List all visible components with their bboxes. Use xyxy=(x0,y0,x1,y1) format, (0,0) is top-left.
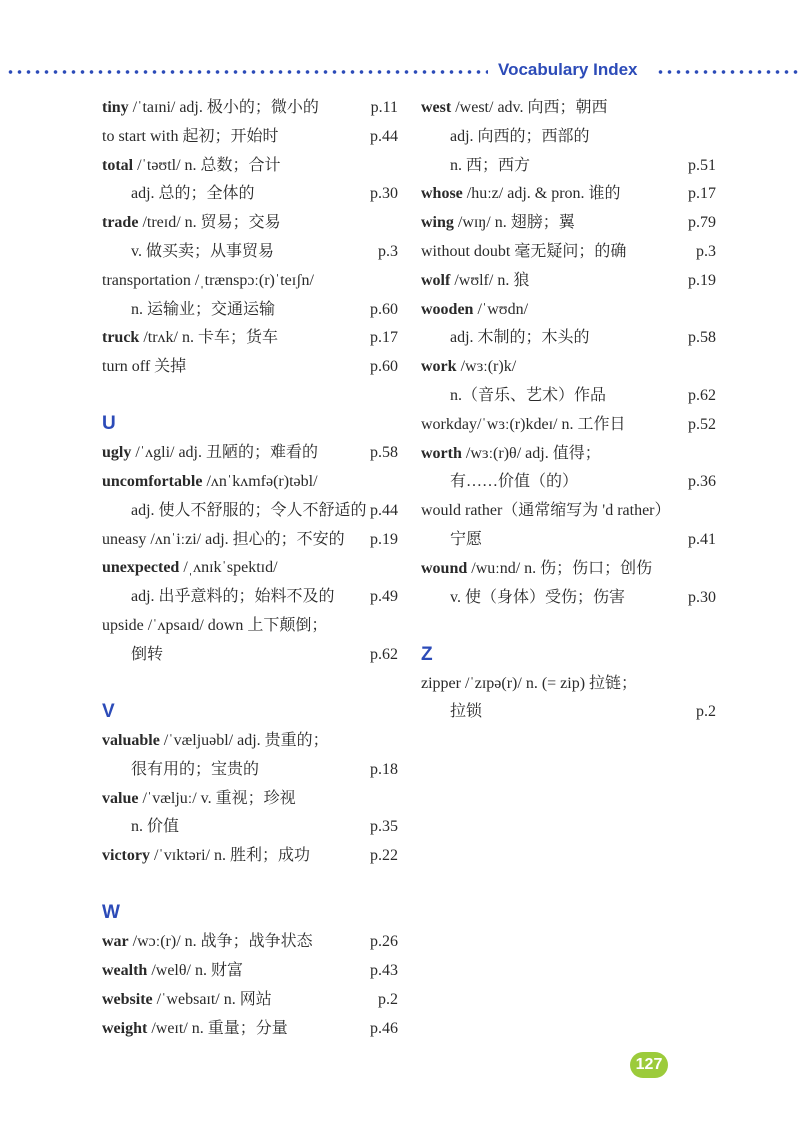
entry-definition: /ˌʌnɪkˈspektɪd/ xyxy=(179,559,278,577)
section-letter: W xyxy=(102,902,120,924)
entry-definition: /wʊlf/ n. 狼 xyxy=(450,271,530,289)
entry-headword: ugly xyxy=(102,444,132,462)
vocab-entry xyxy=(102,94,398,123)
entry-headword: west xyxy=(421,99,452,116)
entry-definition: /ˈvɪktəri/ n. 胜利；成功 xyxy=(149,847,310,865)
entry-headword: uncomfortable xyxy=(102,473,203,491)
entry-definition: /welθ/ n. 财富 xyxy=(147,962,243,980)
entry-continuation xyxy=(102,497,398,526)
entry-page-ref: p.60 xyxy=(370,358,398,376)
entry-headword: trade xyxy=(102,214,139,232)
entry-page-ref: p.58 xyxy=(370,444,398,462)
vocab-entry xyxy=(102,468,398,497)
entry-page-ref: p.22 xyxy=(370,847,398,865)
vocab-entry xyxy=(421,411,716,440)
section-letter: V xyxy=(102,701,115,723)
entry-definition: zipper /ˈzɪpə(r)/ n. (= zip) 拉链； xyxy=(421,674,638,692)
entry-definition: transportation /ˌtrænspɔː(r)ˈteɪʃn/ xyxy=(102,271,314,289)
entry-definition: 有……价值（的） xyxy=(450,473,579,491)
vocab-entry xyxy=(102,785,398,814)
section-gap xyxy=(421,612,716,641)
entry-continuation xyxy=(421,468,716,497)
entry-headword: whose xyxy=(421,185,463,203)
entry-definition: 拉锁 xyxy=(450,703,483,721)
entry-continuation xyxy=(102,583,398,612)
vocab-entry xyxy=(102,209,398,238)
entry-page-ref: p.41 xyxy=(688,530,716,548)
entry-continuation xyxy=(421,526,716,555)
entry-headword: website xyxy=(102,990,153,1008)
entry-headword: weight xyxy=(102,1019,148,1037)
entry-definition: /west/ adv. 向西；朝西 xyxy=(451,99,608,116)
vocab-entry xyxy=(102,554,398,583)
entry-definition: would rather（通常缩写为 'd rather） xyxy=(421,502,671,520)
entry-definition: n. 价值 xyxy=(131,818,180,836)
entry-page-ref: p.58 xyxy=(688,329,716,347)
entry-headword: wolf xyxy=(421,271,451,289)
entry-definition: /ˈwebsaɪt/ n. 网站 xyxy=(152,990,272,1008)
vocab-entry xyxy=(421,180,716,209)
vocab-entry xyxy=(421,296,716,325)
entry-continuation xyxy=(102,296,398,325)
entry-headword: wealth xyxy=(102,962,148,980)
entry-page-ref: p.19 xyxy=(688,271,716,289)
vocab-entry xyxy=(102,439,398,468)
entry-definition: 倒转 xyxy=(131,645,164,663)
entry-headword: wound xyxy=(421,559,468,577)
vocab-entry xyxy=(421,670,716,699)
entry-page-ref: p.35 xyxy=(370,818,398,836)
entry-definition: 宁愿 xyxy=(450,530,483,548)
entry-continuation xyxy=(421,152,716,181)
entry-headword: war xyxy=(102,933,129,951)
entry-definition: 很有用的；宝贵的 xyxy=(131,760,260,778)
entry-headword: wing xyxy=(421,214,454,232)
entry-definition: /ˈtəʊtl/ n. 总数；合计 xyxy=(133,156,281,174)
entry-definition: to start with 起初；开始时 xyxy=(102,127,279,145)
entry-definition: /wɜː(r)k/ xyxy=(456,358,517,376)
entry-continuation xyxy=(421,698,716,727)
vocab-entry xyxy=(421,555,716,584)
entry-definition: upside /ˈʌpsaɪd/ down 上下颠倒； xyxy=(102,617,328,635)
entry-page-ref: p.60 xyxy=(370,300,398,318)
header-title: Vocabulary Index xyxy=(498,60,638,79)
entry-definition: /ˈvæljuəbl/ adj. 贵重的； xyxy=(159,731,329,749)
entry-page-ref: p.11 xyxy=(370,99,398,116)
vocab-entry xyxy=(421,440,716,469)
entry-page-ref: p.43 xyxy=(370,962,398,980)
entry-headword: value xyxy=(102,789,139,807)
entry-headword: wooden xyxy=(421,300,474,318)
entry-continuation xyxy=(421,324,716,353)
header-band xyxy=(0,58,800,86)
entry-page-ref: p.3 xyxy=(378,242,398,260)
entry-definition: /ʌnˈkʌmfə(r)təbl/ xyxy=(202,473,318,491)
entry-definition: adj. 木制的；木头的 xyxy=(450,329,590,347)
entry-page-ref: p.3 xyxy=(696,242,716,260)
section-letter: Z xyxy=(421,643,433,665)
entry-headword: truck xyxy=(102,329,140,347)
vocab-entry xyxy=(421,497,716,526)
entry-continuation xyxy=(421,382,716,411)
entry-definition: n.（音乐、艺术）作品 xyxy=(450,386,607,404)
entry-page-ref: p.30 xyxy=(688,588,716,606)
vocab-entry xyxy=(421,94,716,123)
entry-definition: v. 使（身体）受伤；伤害 xyxy=(450,588,625,606)
entry-page-ref: p.46 xyxy=(370,1019,398,1037)
section-gap xyxy=(102,871,398,900)
entry-definition: /wuːnd/ n. 伤；伤口；创伤 xyxy=(467,559,653,577)
entry-page-ref: p.26 xyxy=(370,933,398,951)
entry-definition: n. 运输业；交通运输 xyxy=(131,300,276,318)
vocab-entry xyxy=(102,152,398,181)
entry-page-ref: p.19 xyxy=(370,530,398,548)
entry-continuation xyxy=(421,584,716,613)
entry-page-ref: p.49 xyxy=(370,588,398,606)
entry-definition: workday/ˈwɜː(r)kdeɪ/ n. 工作日 xyxy=(421,415,626,433)
vocab-entry xyxy=(102,727,398,756)
section-letter: U xyxy=(102,413,116,435)
header-dotted-rule-right xyxy=(656,69,800,75)
entry-headword: valuable xyxy=(102,731,160,749)
entry-page-ref: p.79 xyxy=(688,214,716,232)
entry-definition: /ˈwʊdn/ xyxy=(473,300,529,318)
entry-page-ref: p.36 xyxy=(688,473,716,491)
section-gap xyxy=(102,382,398,411)
entry-headword: tiny xyxy=(102,99,129,116)
entry-headword: unexpected xyxy=(102,559,180,577)
index-column-right xyxy=(421,94,716,727)
entry-continuation xyxy=(102,180,398,209)
entry-headword: worth xyxy=(421,444,462,462)
entry-definition: /ˈtaɪni/ adj. 极小的；微小的 xyxy=(128,99,319,116)
entry-continuation xyxy=(102,813,398,842)
entry-page-ref: p.62 xyxy=(688,386,716,404)
entry-headword: total xyxy=(102,156,134,174)
entry-definition: turn off 关掉 xyxy=(102,358,187,376)
vocab-entry xyxy=(102,842,398,871)
vocab-entry xyxy=(102,123,398,152)
entry-page-ref: p.44 xyxy=(370,501,398,519)
entry-page-ref: p.17 xyxy=(688,185,716,203)
vocab-entry xyxy=(102,324,398,353)
entry-definition: adj. 出乎意料的；始料不及的 xyxy=(131,588,335,606)
vocab-entry xyxy=(102,612,398,641)
entry-definition: /wɔː(r)/ n. 战争；战争状态 xyxy=(128,933,313,951)
entry-page-ref: p.18 xyxy=(370,760,398,778)
entry-definition: adj. 使人不舒服的；令人不舒适的 xyxy=(131,501,367,519)
section-gap xyxy=(102,670,398,699)
vocab-entry xyxy=(102,353,398,382)
index-column-left xyxy=(102,94,398,1043)
entry-definition: adj. 总的；全体的 xyxy=(131,185,255,203)
entry-definition: /ˈʌgli/ adj. 丑陋的；难看的 xyxy=(131,444,319,462)
entry-continuation xyxy=(102,238,398,267)
entry-page-ref: p.2 xyxy=(378,990,398,1008)
entry-definition: /wɪŋ/ n. 翅膀；翼 xyxy=(453,214,575,232)
entry-definition: without doubt 毫无疑问；的确 xyxy=(421,242,627,260)
page-number-badge: 127 xyxy=(630,1052,668,1078)
entry-page-ref: p.44 xyxy=(370,127,398,145)
entry-continuation xyxy=(102,641,398,670)
entry-page-ref: p.2 xyxy=(696,703,716,721)
vocab-entry xyxy=(102,928,398,957)
entry-definition: /trʌk/ n. 卡车；货车 xyxy=(139,329,278,347)
entry-definition: /wɜː(r)θ/ adj. 值得； xyxy=(461,444,601,462)
vocab-entry xyxy=(421,353,716,382)
header-dotted-rule-left xyxy=(6,69,488,75)
entry-definition: uneasy /ʌnˈiːzi/ adj. 担心的；不安的 xyxy=(102,530,345,548)
vocab-entry xyxy=(102,957,398,986)
entry-definition: /weɪt/ n. 重量；分量 xyxy=(147,1019,288,1037)
vocab-entry xyxy=(421,238,716,267)
entry-page-ref: p.62 xyxy=(370,645,398,663)
entry-definition: v. 做买卖；从事贸易 xyxy=(131,242,274,260)
vocab-entry xyxy=(421,209,716,238)
vocab-entry xyxy=(102,986,398,1015)
entry-page-ref: p.17 xyxy=(370,329,398,347)
entry-headword: work xyxy=(421,358,457,376)
entry-headword: victory xyxy=(102,847,150,865)
entry-definition: /huːz/ adj. & pron. 谁的 xyxy=(462,185,621,203)
vocab-entry xyxy=(102,526,398,555)
entry-continuation xyxy=(102,756,398,785)
vocab-entry xyxy=(102,267,398,296)
entry-page-ref: p.52 xyxy=(688,415,716,433)
entry-definition: /treɪd/ n. 贸易；交易 xyxy=(138,214,281,232)
entry-page-ref: p.30 xyxy=(370,185,398,203)
entry-continuation xyxy=(421,123,716,152)
entry-definition: adj. 向西的；西部的 xyxy=(450,127,590,145)
vocab-entry xyxy=(102,1015,398,1044)
entry-definition: n. 西；西方 xyxy=(450,156,531,174)
entry-definition: /ˈvæljuː/ v. 重视；珍视 xyxy=(138,789,296,807)
vocab-entry xyxy=(421,267,716,296)
entry-page-ref: p.51 xyxy=(688,156,716,174)
